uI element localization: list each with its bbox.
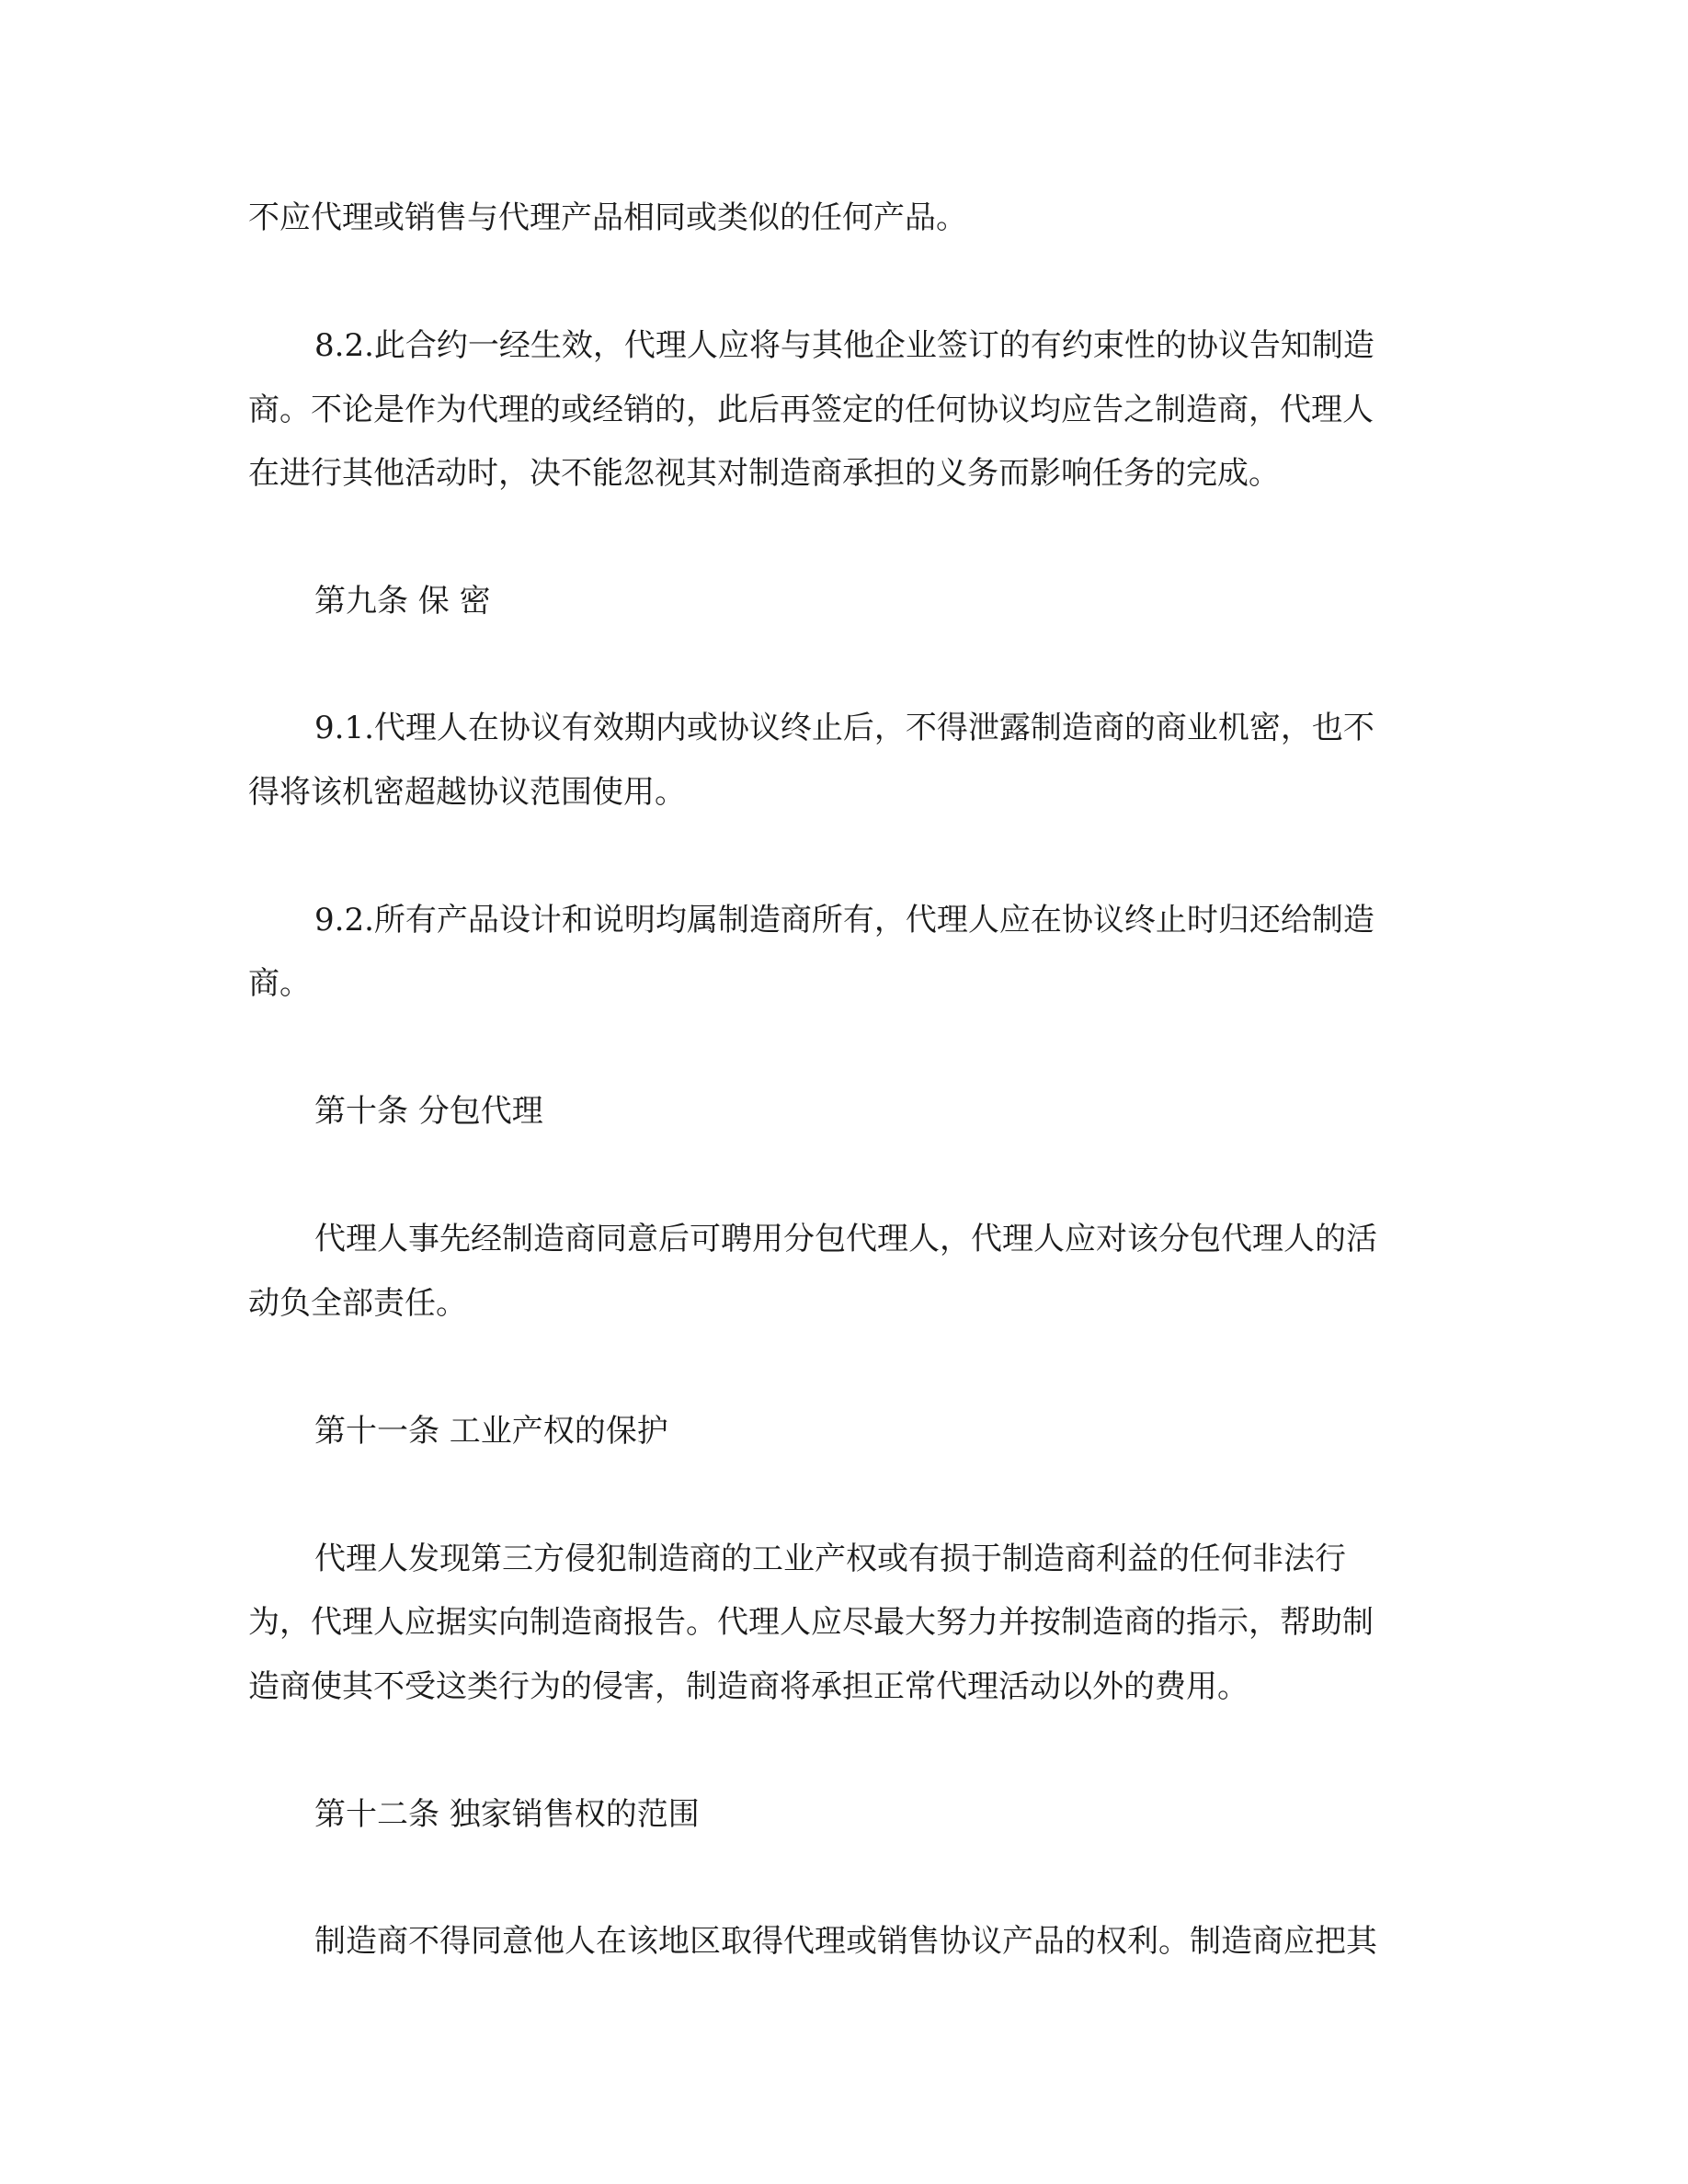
text-line: 9.1.代理人在协议有效期内或协议终止后，不得泄露制造商的商业机密，也不 bbox=[314, 710, 1374, 746]
text-line: 得将该机密超越协议范围使用。 bbox=[248, 774, 686, 811]
text-line: 为，代理人应据实向制造商报告。代理人应尽最大努力并按制造商的指示，帮助制 bbox=[248, 1604, 1374, 1641]
text-line: 商。 bbox=[248, 965, 311, 1002]
text-line: 造商使其不受这类行为的侵害，制造商将承担正常代理活动以外的费用。 bbox=[248, 1668, 1249, 1705]
section-heading: 第十一条 工业产权的保护 bbox=[314, 1413, 668, 1450]
section-heading: 第十条 分包代理 bbox=[314, 1093, 543, 1130]
text-line: 不应代理或销售与代理产品相同或类似的任何产品。 bbox=[248, 199, 967, 236]
text-line: 动负全部责任。 bbox=[248, 1285, 467, 1322]
section-heading: 第九条 保 密 bbox=[314, 583, 491, 620]
text-line: 代理人事先经制造商同意后可聘用分包代理人，代理人应对该分包代理人的活 bbox=[314, 1221, 1377, 1257]
text-line: 在进行其他活动时，决不能忽视其对制造商承担的义务而影响任务的完成。 bbox=[248, 455, 1280, 492]
text-line: 代理人发现第三方侵犯制造商的工业产权或有损于制造商利益的任何非法行 bbox=[314, 1541, 1346, 1577]
text-line: 8.2.此合约一经生效，代理人应将与其他企业签订的有约束性的协议告知制造 bbox=[314, 327, 1374, 364]
text-line: 商。不论是作为代理的或经销的，此后再签定的任何协议均应告之制造商，代理人 bbox=[248, 392, 1374, 428]
section-heading: 第十二条 独家销售权的范围 bbox=[314, 1796, 700, 1833]
text-line: 9.2.所有产品设计和说明均属制造商所有，代理人应在协议终止时归还给制造 bbox=[314, 902, 1374, 938]
text-line: 制造商不得同意他人在该地区取得代理或销售协议产品的权利。制造商应把其 bbox=[314, 1923, 1377, 1960]
